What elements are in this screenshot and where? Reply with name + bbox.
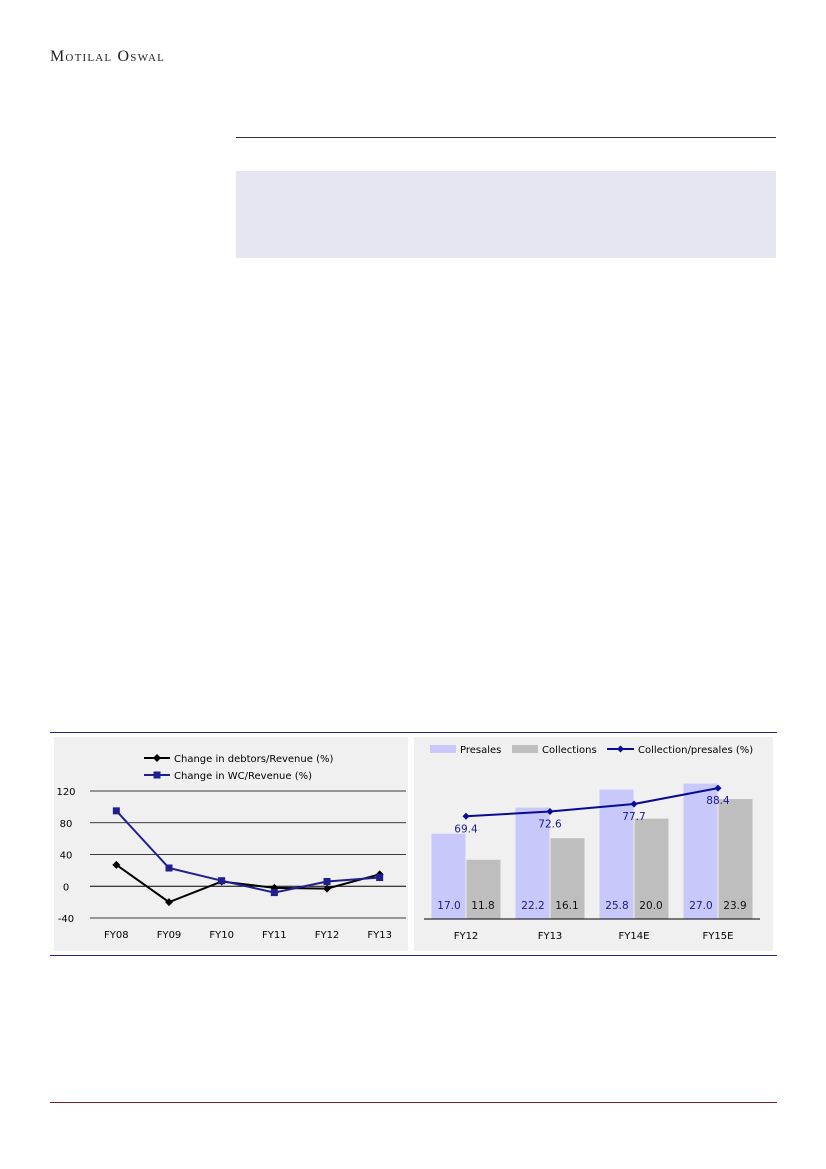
- x-tick-label: FY13: [537, 931, 563, 942]
- section-rule: [236, 137, 776, 138]
- chart-panel-presales: [414, 737, 773, 951]
- ratio-value-label: 72.6: [538, 818, 562, 831]
- ratio-value-label: 69.4: [454, 823, 478, 836]
- y-tick-label: 0: [62, 882, 70, 894]
- footer-rule: [50, 1102, 777, 1103]
- exhibit-frame-bottom: [50, 955, 777, 956]
- legend-marker-ratio: [617, 746, 624, 753]
- ratio-value-label: 88.4: [706, 795, 730, 808]
- exhibit-frame-top: [50, 732, 777, 733]
- y-tick-label: 120: [56, 787, 76, 798]
- ratio-point: [463, 813, 470, 820]
- legend-label: Change in WC/Revenue (%): [174, 771, 313, 782]
- legend-swatch-collections: [512, 745, 538, 753]
- y-tick-label: 80: [59, 818, 73, 830]
- collections-value-label: 16.1: [555, 900, 579, 912]
- wc-point: [166, 864, 173, 871]
- ratio-value-label: 77.7: [622, 811, 646, 824]
- shaded-text-box: [236, 171, 776, 258]
- collections-value-label: 23.9: [723, 900, 747, 912]
- collection-presales-line: [466, 788, 718, 816]
- series-line-debtors: [116, 865, 379, 902]
- presales-value-label: 22.2: [521, 900, 545, 912]
- chart-panel-working-capital: [54, 737, 408, 951]
- x-tick-label: FY12: [314, 930, 340, 941]
- x-tick-label: FY08: [104, 930, 129, 941]
- legend-label-presales: Presales: [460, 745, 502, 756]
- presales-value-label: 17.0: [437, 900, 461, 912]
- legend-label: Change in debtors/Revenue (%): [174, 754, 334, 765]
- legend-label-ratio: Collection/presales (%): [638, 745, 754, 756]
- legend-swatch-presales: [430, 745, 456, 753]
- presales-value-label: 27.0: [689, 900, 713, 912]
- x-tick-label: FY12: [453, 931, 479, 942]
- wc-point: [324, 878, 331, 885]
- y-tick-label: 40: [59, 850, 73, 862]
- legend-marker-wc: [154, 772, 161, 779]
- x-tick-label: FY10: [209, 930, 234, 941]
- x-tick-label: FY15E: [702, 931, 734, 942]
- x-tick-label: FY11: [262, 930, 287, 941]
- wc-point: [218, 877, 225, 884]
- collections-value-label: 11.8: [471, 900, 495, 912]
- brand-logo-text: Motilal Oswal: [50, 48, 166, 65]
- y-tick-label: -40: [57, 914, 75, 925]
- wc-point: [113, 807, 120, 814]
- presales-collections-chart: [414, 737, 773, 951]
- collections-value-label: 20.0: [639, 900, 663, 912]
- legend-marker-debtors: [153, 754, 161, 762]
- wc-point: [376, 874, 383, 881]
- x-tick-label: FY13: [367, 930, 392, 941]
- legend-label-collections: Collections: [542, 745, 597, 756]
- presales-value-label: 25.8: [605, 900, 629, 912]
- x-tick-label: FY09: [156, 930, 182, 941]
- x-tick-label: FY14E: [618, 931, 650, 942]
- working-capital-line-chart: [54, 737, 408, 951]
- wc-point: [271, 889, 278, 896]
